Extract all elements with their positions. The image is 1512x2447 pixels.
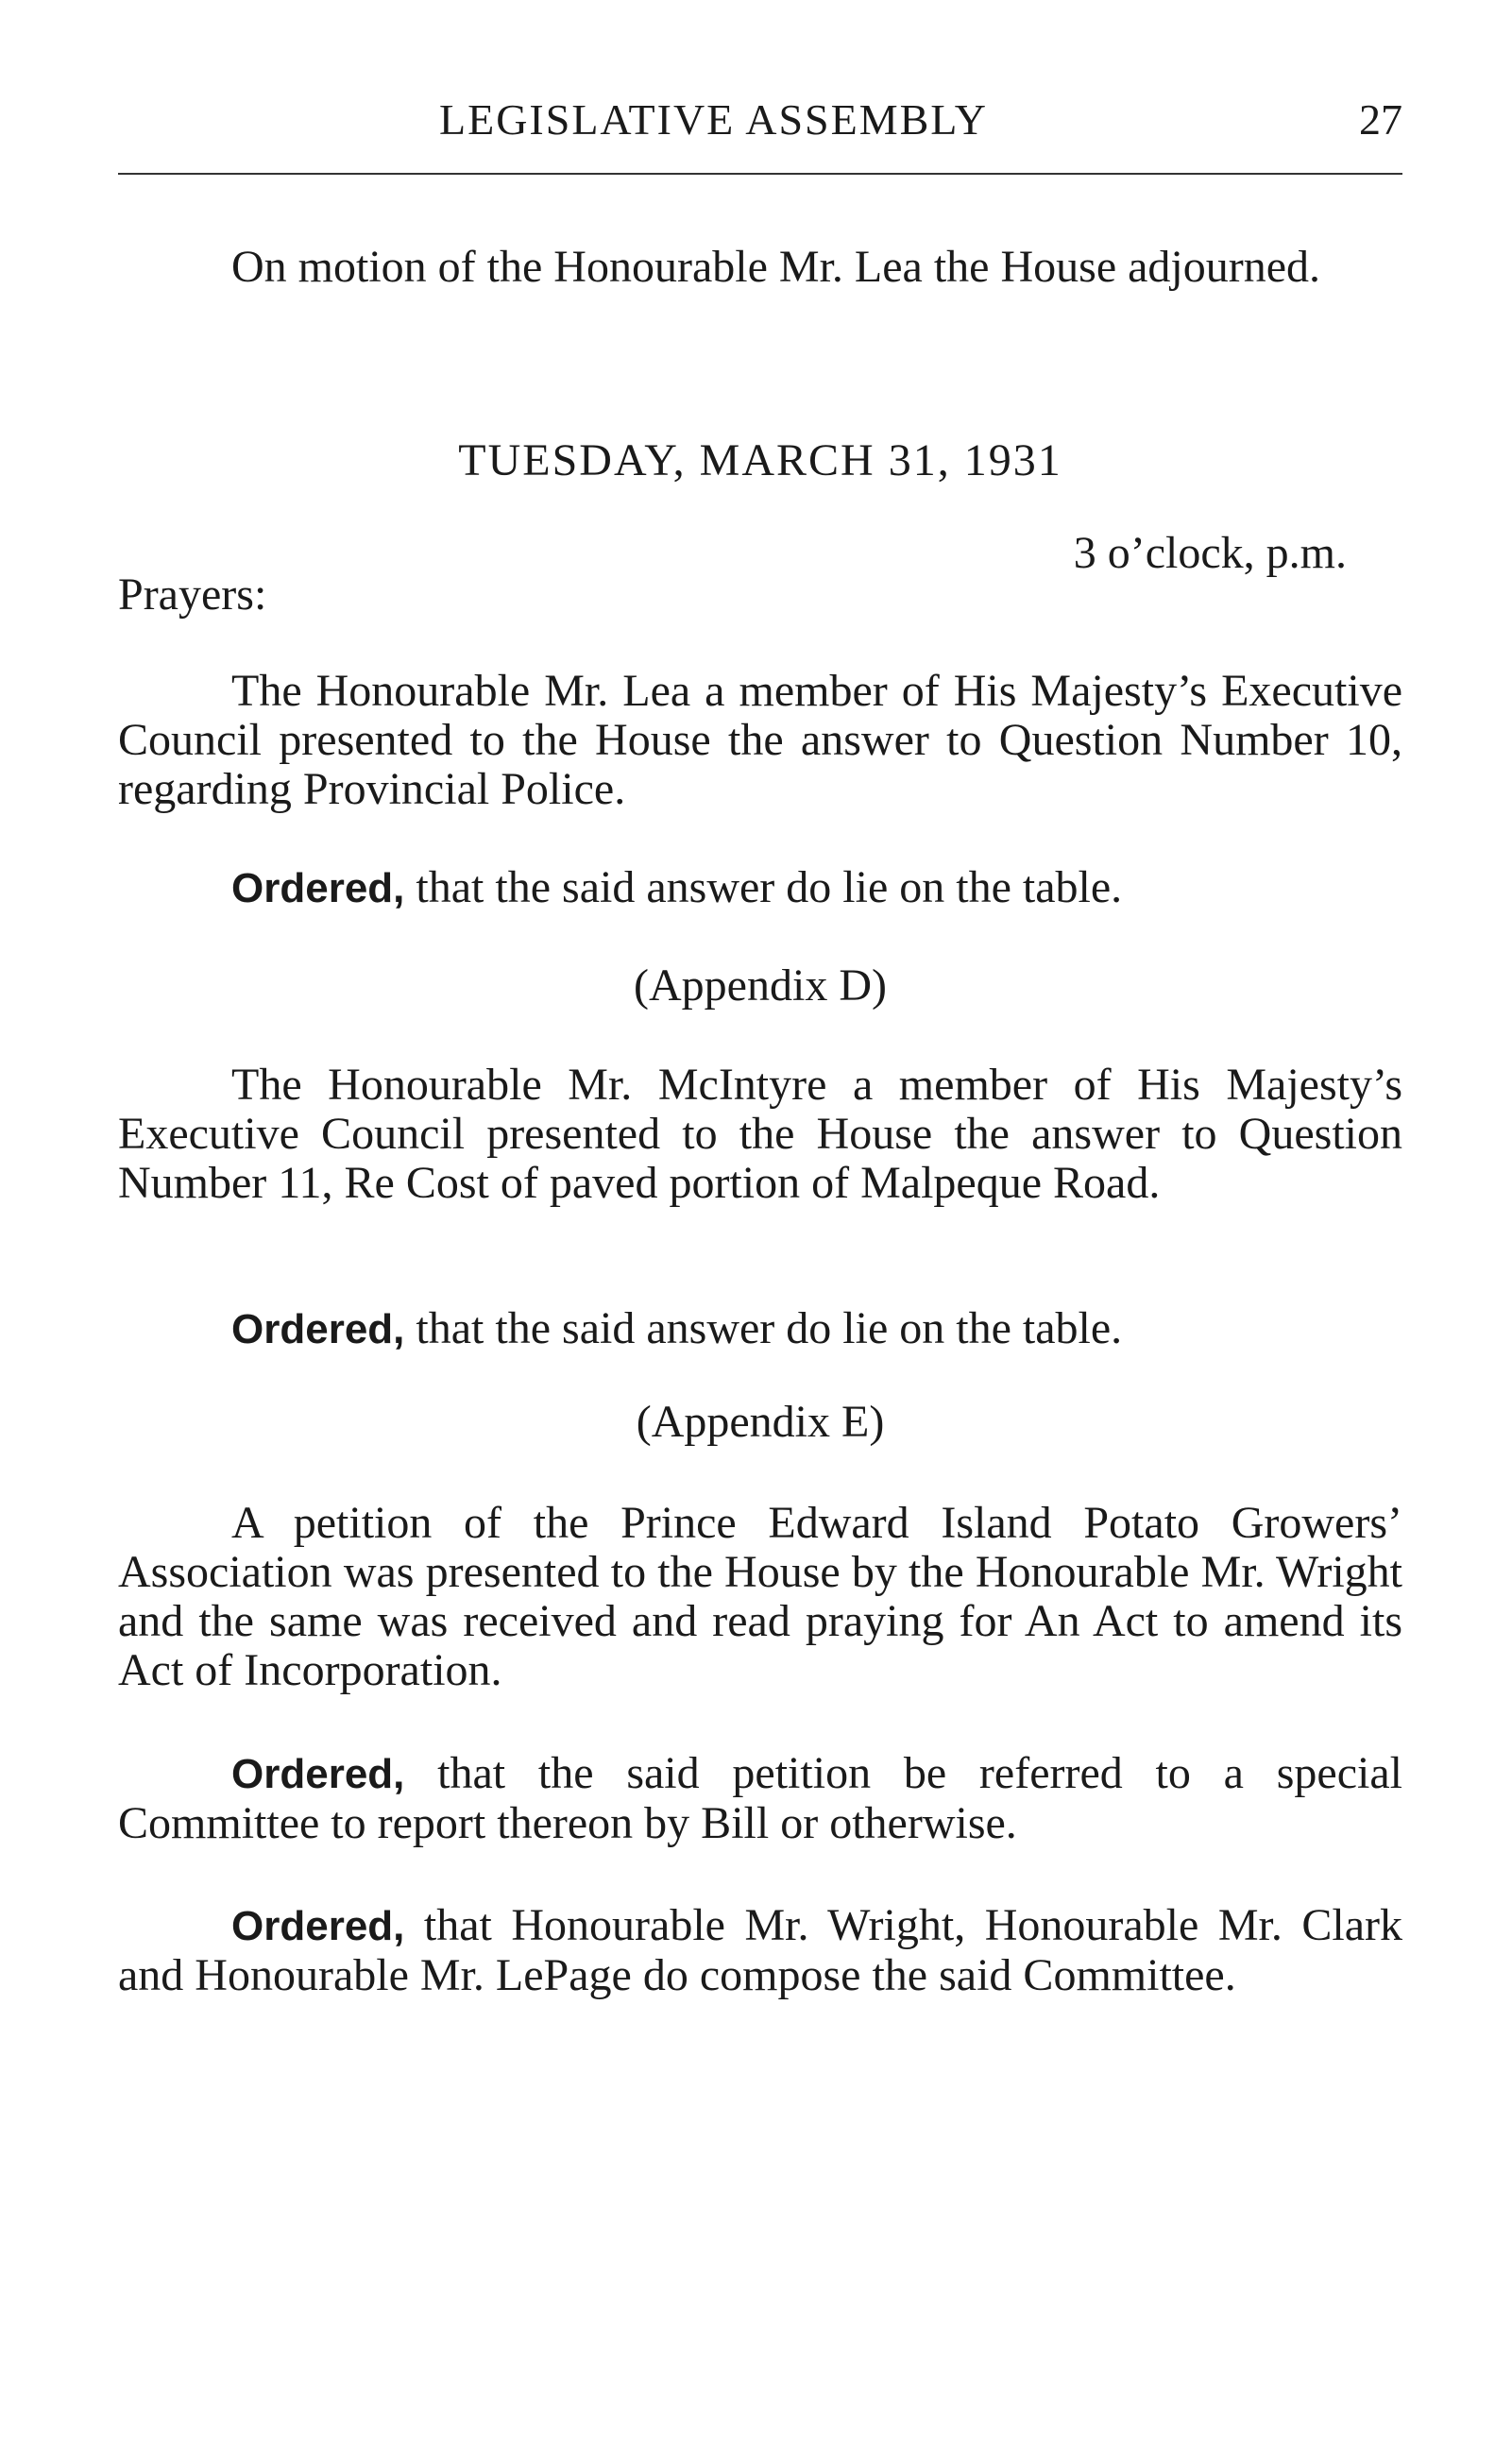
ordered-paragraph-1 [118,863,1402,913]
running-title: LEGISLATIVE ASSEMBLY [439,95,989,144]
ordered-paragraph-2 [118,1304,1402,1354]
appendix-e-label: (Appendix E) [636,1397,885,1447]
ordered-keyword: Ordered, [231,865,405,911]
lea-answer-paragraph: The Honourable Mr. Lea a member of His Majesty’s Executive Council presented to the House the answer to Question Number 10, regarding Provincial Police. [118,666,1402,814]
ordered-keyword: Ordered, [231,1751,405,1797]
ordered-keyword: Ordered, [231,1903,405,1949]
mcintyre-answer-paragraph: The Honourable Mr. McIntyre a member of His Majesty’s Executive Council presented to the House the answer to Question Number 11, Re Cost of paved portion of Malpeque Road. [118,1060,1402,1208]
ordered-text: that the said answer do lie on the table. [404,862,1123,912]
running-head [118,94,1402,151]
ordered-text: that Honourable Mr. Wright, Honourable Mr. Clark and Honourable Mr. LePage do compose the said Committee. [118,1900,1402,2000]
ordered-text: that the said answer do lie on the table. [404,1303,1123,1353]
appendix-d-label: (Appendix D) [634,960,887,1011]
prayers-label: Prayers: [118,569,267,620]
ordered-paragraph-3 [118,1749,1402,1848]
header-rule [118,173,1402,175]
ordered-keyword: Ordered, [231,1306,405,1352]
adjournment-paragraph: On motion of the Honourable Mr. Lea the House adjourned. [231,242,1321,292]
ordered-text: that the said petition be referred to a special Committee to report thereon by Bill or otherwise. [118,1748,1402,1848]
petition-paragraph: A petition of the Prince Edward Island Potato Growers’ Association was presented to the House by the Honourable Mr. Wright and the same was received and read praying for An Act to amend its Act of Incorporation. [118,1498,1402,1695]
sitting-time: 3 o’clock, p.m. [1073,528,1347,578]
date-heading: TUESDAY, MARCH 31, 1931 [458,435,1062,485]
page-number: 27 [1359,95,1402,144]
ordered-paragraph-4 [118,1901,1402,2000]
